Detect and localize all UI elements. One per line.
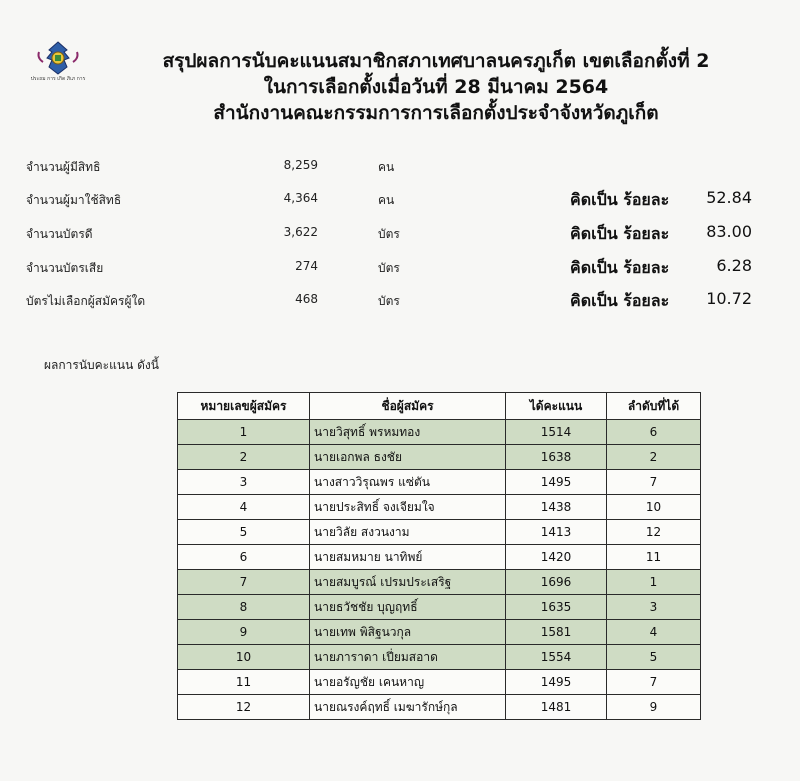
rank-cell: 1: [607, 570, 701, 595]
stat-percent-value: 52.84: [706, 188, 752, 207]
rank-cell: 4: [607, 620, 701, 645]
header-rank: ลำดับที่ได้: [607, 393, 701, 420]
stat-percent-value: 10.72: [706, 289, 752, 308]
stat-value: 4,364: [283, 191, 318, 205]
votes-cell: 1635: [506, 595, 607, 620]
stat-value: 468: [295, 292, 318, 306]
table-row: [178, 645, 701, 670]
stat-row-valid-ballots: [0, 222, 800, 247]
table-header-row: [178, 393, 701, 420]
header-votes: ได้คะแนน: [506, 393, 607, 420]
rank-cell: 3: [607, 595, 701, 620]
candidate-number-cell: 7: [178, 570, 310, 595]
stat-row-invalid-ballots: [0, 256, 800, 281]
rank-cell: 7: [607, 670, 701, 695]
table-row: [178, 445, 701, 470]
rank-cell: 12: [607, 520, 701, 545]
stat-percent-value: 6.28: [716, 256, 752, 275]
title-line-3: สำนักงานคณะกรรมการการเลือกตั้งประจำจังหวัดภูเก็ต: [213, 102, 659, 124]
stat-value: 3,622: [283, 225, 318, 239]
table-row: [178, 695, 701, 720]
table-row: [178, 495, 701, 520]
document-title: [96, 48, 776, 126]
stat-unit: คน: [378, 160, 395, 174]
rank-cell: 10: [607, 495, 701, 520]
results-table: [177, 392, 701, 720]
rank-cell: 7: [607, 470, 701, 495]
votes-cell: 1495: [506, 470, 607, 495]
stat-unit: บัตร: [378, 261, 400, 275]
candidate-number-cell: 6: [178, 545, 310, 570]
rank-cell: 2: [607, 445, 701, 470]
stat-percent-label: คิดเป็น ร้อยละ: [570, 291, 670, 310]
votes-cell: 1495: [506, 670, 607, 695]
candidate-name-cell: นายเทพ พิสิฐนวกุล: [310, 620, 506, 645]
stat-value: 8,259: [283, 158, 318, 172]
stat-label: จำนวนบัตรเสีย: [26, 261, 104, 275]
table-row: [178, 545, 701, 570]
votes-cell: 1514: [506, 420, 607, 445]
votes-cell: 1420: [506, 545, 607, 570]
candidate-name-cell: นายประสิทธิ์ จงเจียมใจ: [310, 495, 506, 520]
candidate-name-cell: นายวิสุทธิ์ พรหมทอง: [310, 420, 506, 445]
candidate-number-cell: 9: [178, 620, 310, 645]
table-row: [178, 595, 701, 620]
stat-unit: บัตร: [378, 227, 400, 241]
table-row: [178, 470, 701, 495]
table-row: [178, 420, 701, 445]
candidate-number-cell: 2: [178, 445, 310, 470]
stat-unit: คน: [378, 193, 395, 207]
stat-label: จำนวนผู้มาใช้สิทธิ: [26, 193, 122, 207]
stat-label: จำนวนบัตรดี: [26, 227, 93, 241]
votes-cell: 1581: [506, 620, 607, 645]
header-candidate-name: ชื่อผู้สมัคร: [310, 393, 506, 420]
logo-caption: ประถม การ เกิด ภิเภ การ: [30, 76, 86, 82]
ect-logo: [26, 40, 90, 86]
emblem-icon: [31, 40, 85, 76]
candidate-name-cell: นายอรัญชัย เคนหาญ: [310, 670, 506, 695]
candidate-name-cell: นายณรงค์ฤทธิ์ เมฆารักษ์กุล: [310, 695, 506, 720]
rank-cell: 5: [607, 645, 701, 670]
candidate-name-cell: นายภาราดา เปี่ยมสอาด: [310, 645, 506, 670]
votes-cell: 1413: [506, 520, 607, 545]
stat-percent-value: 83.00: [706, 222, 752, 241]
votes-cell: 1438: [506, 495, 607, 520]
candidate-name-cell: นางสาววิรุณพร แซ่ตัน: [310, 470, 506, 495]
candidate-number-cell: 1: [178, 420, 310, 445]
candidate-number-cell: 11: [178, 670, 310, 695]
candidate-name-cell: นายวิลัย สงวนงาม: [310, 520, 506, 545]
candidate-name-cell: นายสมบูรณ์ เปรมประเสริฐ: [310, 570, 506, 595]
stat-unit: บัตร: [378, 294, 400, 308]
candidate-number-cell: 5: [178, 520, 310, 545]
stat-row-no-vote-ballots: [0, 289, 800, 314]
stat-row-eligible-voters: [0, 158, 800, 180]
table-row: [178, 620, 701, 645]
table-row: [178, 670, 701, 695]
rank-cell: 11: [607, 545, 701, 570]
stat-label: จำนวนผู้มีสิทธิ: [26, 160, 101, 174]
stat-label: บัตรไม่เลือกผู้สมัครผู้ใด: [26, 294, 146, 308]
candidate-number-cell: 4: [178, 495, 310, 520]
rank-cell: 6: [607, 420, 701, 445]
title-line-2: ในการเลือกตั้งเมื่อวันที่ 28 มีนาคม 2564: [263, 76, 609, 98]
candidate-number-cell: 10: [178, 645, 310, 670]
stat-percent-label: คิดเป็น ร้อยละ: [570, 224, 670, 243]
candidate-name-cell: นายสมหมาย นาทิพย์: [310, 545, 506, 570]
results-table-body: [178, 420, 701, 720]
votes-cell: 1638: [506, 445, 607, 470]
stat-row-turnout: [0, 188, 800, 213]
votes-cell: 1554: [506, 645, 607, 670]
candidate-name-cell: นายธวัชชัย บุญฤทธิ์: [310, 595, 506, 620]
table-row: [178, 570, 701, 595]
header-candidate-number: หมายเลขผู้สมัคร: [178, 393, 310, 420]
votes-cell: 1696: [506, 570, 607, 595]
stat-percent-label: คิดเป็น ร้อยละ: [570, 190, 670, 209]
candidate-number-cell: 12: [178, 695, 310, 720]
candidate-number-cell: 8: [178, 595, 310, 620]
candidate-number-cell: 3: [178, 470, 310, 495]
stat-percent-label: คิดเป็น ร้อยละ: [570, 258, 670, 277]
title-line-1: สรุปผลการนับคะแนนสมาชิกสภาเทศบาลนครภูเก็ต เขตเลือกตั้งที่ 2: [162, 50, 710, 72]
stat-value: 274: [295, 259, 318, 273]
candidate-name-cell: นายเอกพล ธงชัย: [310, 445, 506, 470]
votes-cell: 1481: [506, 695, 607, 720]
table-row: [178, 520, 701, 545]
rank-cell: 9: [607, 695, 701, 720]
results-heading: ผลการนับคะแนน ดังนี้: [44, 358, 159, 372]
